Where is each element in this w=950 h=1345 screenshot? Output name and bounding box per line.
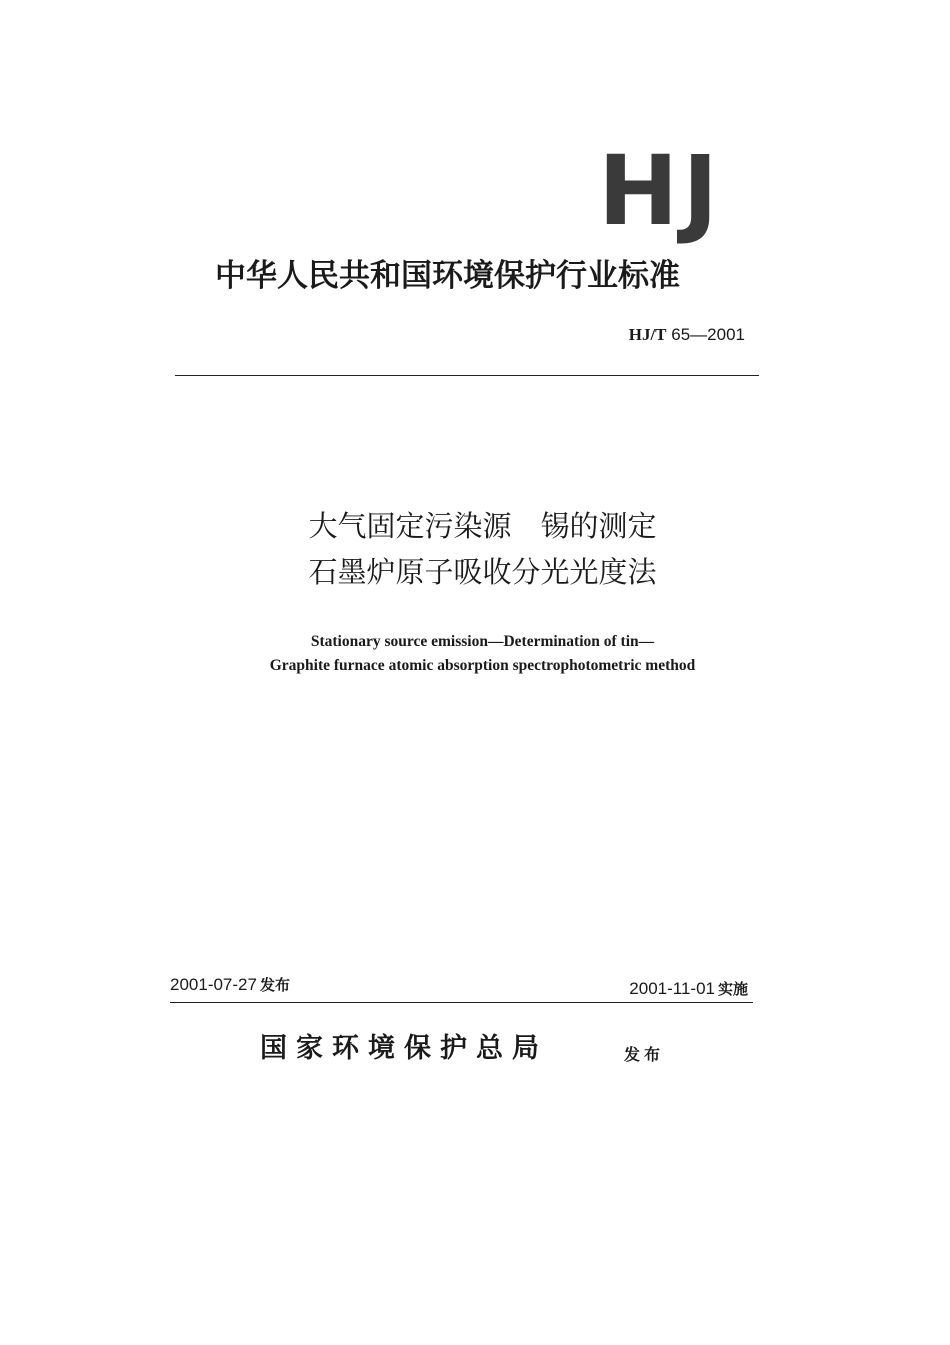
standard-number-value: 65—2001 — [671, 325, 745, 344]
issue-date-value: 2001-07-27 — [170, 975, 257, 994]
chinese-title — [0, 503, 950, 595]
effective-date-label: 实施 — [717, 981, 748, 998]
issue-date — [170, 973, 290, 998]
effective-date-value: 2001-11-01 — [629, 979, 715, 998]
chinese-title-line-1: 大气固定污染源 锡的测定 — [308, 509, 657, 543]
top-divider — [175, 375, 759, 376]
standard-number — [629, 322, 745, 348]
english-title-line-2: Graphite furnace atomic absorption spectrophotometric method — [269, 657, 696, 674]
publisher-name: 国家环境保护总局 — [260, 1033, 548, 1064]
hj-logo: HJ — [598, 135, 723, 247]
issue-date-label: 发布 — [259, 977, 290, 994]
effective-date — [629, 977, 748, 1002]
english-title-line-1: Stationary source emission—Determination of tin— — [310, 633, 655, 650]
chinese-title-line-2: 石墨炉原子吸收分光光度法 — [308, 555, 657, 589]
standard-code: HJ/T — [628, 325, 667, 344]
bottom-divider — [170, 1002, 753, 1003]
standard-category-title: 中华人民共和国环境保护行业标准 — [215, 258, 680, 294]
publisher-label: 发布 — [624, 1045, 665, 1064]
english-title — [0, 630, 950, 678]
